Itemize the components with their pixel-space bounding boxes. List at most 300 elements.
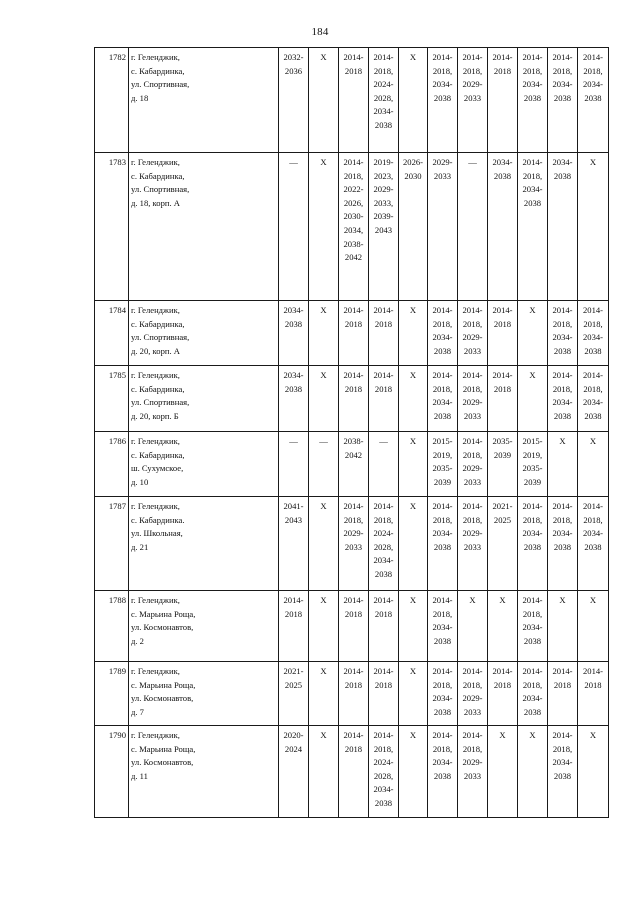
period-cell	[428, 432, 458, 497]
period-line: X	[409, 370, 417, 380]
period-line: 2042	[344, 252, 363, 263]
period-cell	[369, 591, 399, 662]
address-line: г. Геленджик,	[131, 157, 180, 167]
period-cell	[428, 48, 458, 153]
period-line: 2014-	[552, 730, 573, 740]
period-line: 2038	[433, 770, 452, 781]
period-cell	[369, 301, 399, 366]
period-line: 2014-	[582, 666, 604, 676]
period-line: 2018	[374, 608, 393, 619]
row-number: 1790	[95, 726, 129, 818]
period-cell	[518, 153, 548, 301]
period-cell	[369, 497, 399, 591]
period-cell	[399, 591, 428, 662]
period-cell	[399, 301, 428, 366]
period-line: 2032-	[283, 52, 304, 62]
period-line: 2029-	[462, 757, 483, 768]
period-line: 2014-	[492, 370, 513, 380]
period-line: 2038	[493, 170, 512, 181]
period-cell	[578, 153, 609, 301]
period-line: 2014-	[373, 666, 394, 676]
period-line: 2014-	[492, 305, 513, 315]
period-line: X	[320, 666, 327, 676]
period-line: 2034-	[522, 528, 543, 539]
period-line: 2043	[374, 224, 393, 235]
address-line: д. 7	[131, 706, 144, 717]
period-cell	[518, 48, 548, 153]
period-line: 2018,	[583, 65, 603, 76]
address-line: с. Марьина Роща,	[131, 679, 196, 690]
period-line: 2018,	[432, 608, 453, 619]
address-line: д. 20, корп. А	[131, 345, 180, 356]
period-line: 2014-	[432, 595, 453, 605]
period-line: 2039	[433, 476, 452, 487]
address-line: г. Геленджик,	[131, 595, 180, 605]
address-line: г. Геленджик,	[131, 730, 180, 740]
period-cell	[279, 366, 309, 432]
period-line: 2014-	[522, 595, 543, 605]
housing-schedule-table	[94, 47, 609, 818]
period-line: 2018	[374, 679, 393, 690]
period-line: 2014-	[373, 730, 394, 740]
period-line: 2014-	[343, 730, 364, 740]
period-cell	[279, 726, 309, 818]
period-line: 2038	[553, 345, 572, 356]
address-line: д. 11	[131, 770, 148, 781]
period-line: —	[289, 157, 298, 167]
period-cell	[279, 432, 309, 497]
period-cell	[428, 591, 458, 662]
period-line: 2033	[463, 345, 482, 356]
period-cell	[428, 301, 458, 366]
period-line: 2014-	[373, 501, 394, 511]
period-line: X	[320, 595, 327, 605]
row-number: 1788	[95, 591, 129, 662]
period-line: 2018,	[552, 383, 573, 394]
period-line: 2038-	[343, 436, 364, 446]
period-cell	[369, 432, 399, 497]
period-line: 2035-	[492, 436, 513, 446]
period-line: 2014-	[373, 305, 394, 315]
period-cell	[369, 366, 399, 432]
period-line: 2038	[553, 410, 572, 421]
row-number: 1789	[95, 662, 129, 726]
period-line: 2025	[493, 514, 512, 525]
period-line: 2038	[374, 797, 393, 808]
period-line: 2024-	[373, 528, 394, 539]
period-line: 2038	[523, 197, 542, 208]
period-line: 2018	[344, 65, 363, 76]
period-line: 2033	[463, 410, 482, 421]
period-line: X	[589, 595, 597, 605]
period-line: 2018	[374, 318, 393, 329]
period-cell	[399, 662, 428, 726]
address-line: г. Геленджик,	[131, 501, 180, 511]
period-cell	[279, 591, 309, 662]
period-line: 2034-	[283, 370, 304, 380]
table-row	[95, 153, 609, 301]
period-line: 2038	[284, 318, 303, 329]
period-line: 2018	[493, 679, 512, 690]
period-cell	[399, 366, 428, 432]
period-line: 2018,	[552, 318, 573, 329]
period-line: 2014-	[432, 370, 453, 380]
period-line: 2018,	[432, 318, 453, 329]
period-cell	[458, 301, 488, 366]
period-line: 2034-	[373, 106, 394, 117]
period-line: 2033	[463, 706, 482, 717]
address-line: ул. Спортивная,	[131, 184, 190, 195]
period-line: 2024-	[373, 79, 394, 90]
period-cell	[548, 366, 578, 432]
period-line: 2021-	[283, 666, 304, 676]
period-cell	[399, 432, 428, 497]
row-number: 1787	[95, 497, 129, 591]
period-cell	[578, 591, 609, 662]
period-line: 2014-	[552, 52, 573, 62]
period-line: 2038	[523, 706, 542, 717]
table-row	[95, 432, 609, 497]
period-line: 2029-	[373, 184, 394, 195]
period-line: 2038	[553, 541, 572, 552]
period-cell	[339, 366, 369, 432]
period-line: 2034-	[432, 397, 453, 408]
period-cell	[428, 497, 458, 591]
period-line: 2018,	[432, 679, 453, 690]
period-line: 2014-	[492, 666, 513, 676]
period-line: 2014-	[343, 666, 364, 676]
period-line: 2030-	[343, 211, 364, 222]
period-line: 2018,	[432, 514, 453, 525]
period-line: 2034-	[283, 305, 304, 315]
period-line: 2034,	[343, 224, 364, 235]
period-line: 2014-	[462, 730, 483, 740]
period-cell	[309, 366, 339, 432]
period-line: 2014-	[373, 370, 394, 380]
period-line: 2018,	[522, 514, 543, 525]
period-line: 2018,	[522, 170, 543, 181]
period-cell	[488, 432, 518, 497]
period-line: 2026,	[343, 197, 364, 208]
period-line: 2014-	[343, 370, 364, 380]
period-line: 2038	[523, 635, 542, 646]
period-line: 2034-	[432, 693, 453, 704]
row-number: 1783	[95, 153, 129, 301]
period-cell	[399, 48, 428, 153]
period-line: 2019-	[373, 157, 394, 167]
period-line: 2014-	[432, 501, 453, 511]
period-line: X	[409, 730, 417, 740]
period-line: 2020-	[283, 730, 304, 740]
period-cell	[548, 497, 578, 591]
period-cell	[518, 726, 548, 818]
address-line: ул. Школьная,	[131, 528, 183, 539]
period-line: 2018,	[462, 318, 483, 329]
period-cell	[518, 366, 548, 432]
period-line: 2034-	[582, 397, 604, 408]
period-line: 2024-	[373, 757, 394, 768]
period-line: X	[499, 595, 506, 605]
period-cell	[309, 497, 339, 591]
period-line: 2014-	[432, 730, 453, 740]
period-line: 2043	[284, 514, 303, 525]
period-line: —	[379, 436, 388, 446]
period-cell	[309, 662, 339, 726]
period-line: 2019,	[522, 449, 543, 460]
period-line: 2028,	[373, 541, 394, 552]
period-line: X	[409, 595, 417, 605]
period-cell	[578, 432, 609, 497]
period-cell	[369, 726, 399, 818]
period-line: 2038	[553, 92, 572, 103]
period-cell	[309, 591, 339, 662]
period-line: X	[529, 730, 536, 740]
page-number: 184	[311, 26, 329, 38]
period-line: 2038	[584, 345, 602, 356]
period-cell	[548, 726, 578, 818]
period-cell	[339, 432, 369, 497]
period-line: X	[529, 370, 536, 380]
period-line: 2018	[493, 65, 512, 76]
period-line: 2014-	[373, 52, 394, 62]
period-line: 2034-	[552, 79, 573, 90]
period-cell	[548, 662, 578, 726]
period-line: 2034-	[552, 757, 573, 768]
period-line: 2034-	[552, 528, 573, 539]
period-line: 2030	[404, 170, 422, 181]
period-line: 2014-	[432, 666, 453, 676]
period-cell	[458, 662, 488, 726]
period-line: 2035-	[432, 463, 453, 474]
address-line: ул. Спортивная,	[131, 397, 190, 408]
period-line: 2014-	[462, 436, 483, 446]
period-line: 2038	[553, 170, 572, 181]
period-cell	[578, 726, 609, 818]
period-cell	[548, 591, 578, 662]
period-line: 2014-	[462, 666, 483, 676]
table-row	[95, 497, 609, 591]
period-line: 2015-	[522, 436, 543, 446]
period-line: 2022-	[343, 184, 364, 195]
period-line: 2021-	[492, 501, 513, 511]
period-line: 2014-	[343, 595, 364, 605]
table-row	[95, 726, 609, 818]
period-cell	[488, 497, 518, 591]
period-cell	[339, 48, 369, 153]
period-line: X	[320, 305, 327, 315]
period-cell	[309, 432, 339, 497]
period-cell	[578, 301, 609, 366]
period-line: 2014-	[582, 501, 604, 511]
table-row	[95, 301, 609, 366]
period-line: 2033	[433, 170, 452, 181]
period-line: 2034-	[522, 184, 543, 195]
period-cell	[458, 497, 488, 591]
address-line: г. Геленджик,	[131, 52, 180, 62]
address-line: г. Геленджик,	[131, 436, 180, 446]
period-line: 2029-	[462, 528, 483, 539]
period-line: —	[319, 436, 328, 446]
period-line: 2018,	[432, 65, 453, 76]
address-line: ш. Сухумское,	[131, 463, 184, 474]
table-row	[95, 662, 609, 726]
period-line: X	[589, 436, 597, 446]
address-line: с. Кабардинка,	[131, 170, 185, 181]
period-line: 2028,	[373, 770, 394, 781]
period-line: 2036	[284, 65, 303, 76]
period-line: 2039	[523, 476, 542, 487]
period-cell	[369, 153, 399, 301]
period-cell	[339, 153, 369, 301]
period-line: 2024	[284, 743, 303, 754]
period-line: 2034-	[552, 332, 573, 343]
period-line: 2038	[433, 635, 452, 646]
address-cell	[129, 662, 279, 726]
period-line: 2034-	[582, 528, 604, 539]
period-line: 2034-	[522, 622, 543, 633]
period-line: 2038	[584, 541, 602, 552]
period-line: —	[468, 157, 477, 167]
period-cell	[488, 662, 518, 726]
period-cell	[488, 366, 518, 432]
table-body	[95, 48, 609, 818]
period-line: 2039-	[373, 211, 394, 222]
period-cell	[279, 662, 309, 726]
period-line: 2038	[523, 541, 542, 552]
period-cell	[369, 662, 399, 726]
period-line: 2025	[284, 679, 303, 690]
period-cell	[339, 497, 369, 591]
period-cell	[339, 301, 369, 366]
period-line: 2018,	[583, 514, 603, 525]
period-line: 2038	[523, 92, 542, 103]
period-cell	[309, 301, 339, 366]
period-line: 2018	[344, 743, 363, 754]
period-line: 2034-	[432, 622, 453, 633]
period-line: X	[589, 157, 597, 167]
address-line: г. Геленджик,	[131, 305, 180, 315]
period-line: 2014-	[462, 370, 483, 380]
address-cell	[129, 301, 279, 366]
table-row	[95, 366, 609, 432]
period-line: 2034-	[582, 79, 604, 90]
address-cell	[129, 366, 279, 432]
period-cell	[428, 366, 458, 432]
period-line: 2014-	[552, 501, 573, 511]
period-cell	[428, 662, 458, 726]
period-cell	[339, 591, 369, 662]
period-line: 2018,	[583, 318, 603, 329]
period-line: 2014-	[582, 52, 604, 62]
period-line: 2018	[584, 679, 602, 690]
period-line: 2034-	[432, 757, 453, 768]
period-cell	[578, 497, 609, 591]
period-line: 2018,	[462, 65, 483, 76]
table-row	[95, 591, 609, 662]
period-line: 2033	[463, 541, 482, 552]
period-line: 2015-	[432, 436, 453, 446]
period-cell	[309, 153, 339, 301]
period-line: 2014-	[343, 157, 364, 167]
period-line: 2018,	[432, 743, 453, 754]
period-line: 2029-	[462, 397, 483, 408]
period-cell	[458, 153, 488, 301]
period-line: 2029-	[462, 693, 483, 704]
address-line: с. Кабардинка.	[131, 514, 185, 525]
period-line: 2023,	[373, 170, 394, 181]
period-cell	[369, 48, 399, 153]
period-line: 2014-	[462, 305, 483, 315]
period-line: 2018,	[373, 743, 394, 754]
period-line: 2018	[493, 383, 512, 394]
period-cell	[458, 48, 488, 153]
period-cell	[309, 48, 339, 153]
period-line: 2034-	[373, 555, 394, 566]
period-line: 2014-	[552, 305, 573, 315]
period-cell	[339, 662, 369, 726]
address-line: с. Кабардинка,	[131, 318, 185, 329]
address-line: г. Геленджик,	[131, 666, 180, 676]
row-number: 1784	[95, 301, 129, 366]
period-line: X	[409, 436, 417, 446]
period-cell	[518, 301, 548, 366]
address-line: с. Кабардинка,	[131, 65, 185, 76]
period-line: 2018,	[522, 65, 543, 76]
period-line: 2018,	[462, 514, 483, 525]
period-line: 2034-	[373, 784, 394, 795]
period-line: 2018	[344, 383, 363, 394]
period-cell	[339, 726, 369, 818]
period-line: X	[320, 52, 327, 62]
address-line: д. 20, корп. Б	[131, 410, 179, 421]
period-cell	[458, 591, 488, 662]
period-line: X	[409, 52, 417, 62]
period-cell	[518, 591, 548, 662]
period-line: 2029-	[462, 79, 483, 90]
period-cell	[279, 497, 309, 591]
address-cell	[129, 153, 279, 301]
period-line: 2018,	[552, 65, 573, 76]
period-cell	[548, 432, 578, 497]
period-cell	[488, 726, 518, 818]
address-cell	[129, 591, 279, 662]
address-line: г. Геленджик,	[131, 370, 180, 380]
period-line: 2018,	[432, 383, 453, 394]
period-line: 2041-	[283, 501, 304, 511]
address-line: д. 18, корп. А	[131, 197, 180, 208]
period-line: 2014-	[522, 501, 543, 511]
period-line: 2038	[374, 119, 393, 130]
period-line: X	[409, 305, 417, 315]
period-cell	[488, 301, 518, 366]
period-line: 2038	[374, 568, 393, 579]
period-line: X	[320, 501, 327, 511]
period-line: 2018	[344, 318, 363, 329]
period-line: 2034-	[522, 79, 543, 90]
period-line: 2014-	[552, 666, 573, 676]
period-line: 2014-	[582, 305, 604, 315]
period-line: 2018	[493, 318, 512, 329]
period-line: 2018,	[583, 383, 603, 394]
period-cell	[488, 591, 518, 662]
period-line: 2038	[433, 92, 452, 103]
address-line: д. 2	[131, 635, 144, 646]
period-line: 2014-	[522, 52, 543, 62]
period-cell	[458, 366, 488, 432]
period-cell	[428, 153, 458, 301]
period-line: 2034-	[552, 397, 573, 408]
period-cell	[428, 726, 458, 818]
